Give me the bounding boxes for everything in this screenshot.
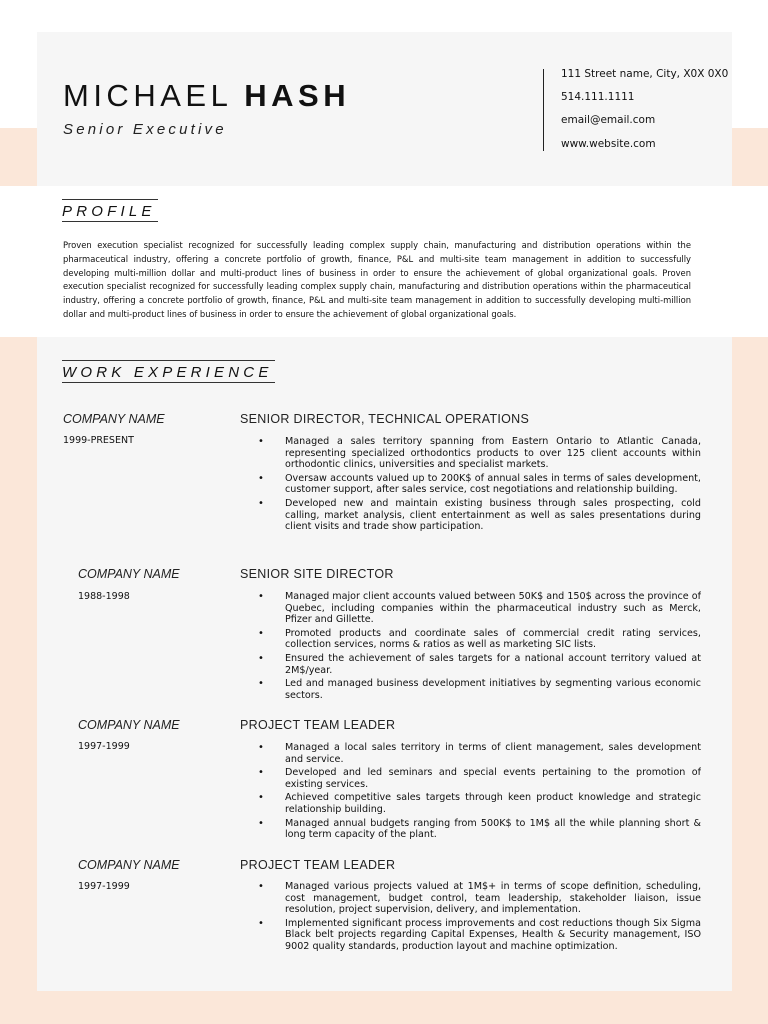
first-name: MICHAEL: [63, 78, 232, 113]
contact-address: 111 Street name, City, X0X 0X0: [561, 68, 729, 80]
job-title: Senior Executive: [63, 121, 227, 138]
job-1-bullets: [254, 436, 701, 542]
work-experience-heading: WORK EXPERIENCE: [62, 360, 275, 383]
job-3-company: COMPANY NAME: [78, 718, 180, 732]
job-4-bullets: [254, 881, 701, 961]
job-3-bullet: • Achieved competitive sales targets through keen product knowledge and strategic relationship building.: [254, 792, 701, 815]
contact-website[interactable]: www.website.com: [561, 138, 656, 150]
job-3-role: PROJECT TEAM LEADER: [240, 718, 396, 732]
job-4-bullet: • Implemented significant process improvements and cost reductions though Six Sigma Black belt projects regarding Capital Expenses, Health & Security management, ISO 9002 quality standards, production layout and machine optimization.: [254, 918, 701, 953]
job-2-bullet: • Promoted products and coordinate sales of commercial credit rating services, collection services, norms & ratios as well as marketing SIC lists.: [254, 628, 701, 651]
profile-heading: PROFILE: [62, 199, 158, 222]
job-1-company: COMPANY NAME: [63, 412, 165, 426]
job-4-role: PROJECT TEAM LEADER: [240, 858, 396, 872]
job-3-bullets: [254, 742, 701, 844]
job-2-bullet: • Managed major client accounts valued between 50K$ and 150$ across the province of Quebec, including companies within the pharmaceutical industry such as Merck, Pfizer and Gillette.: [254, 591, 701, 626]
job-1-bullet: • Developed new and maintain existing business through sales prospecting, cold calling, market analysis, client entertainment as well as sales presentations during client visits and trade show participation.: [254, 498, 701, 533]
job-2-company: COMPANY NAME: [78, 567, 180, 581]
job-3-bullet: • Managed a local sales territory in terms of client management, sales development and service.: [254, 742, 701, 765]
contact-phone: 514.111.1111: [561, 91, 635, 103]
job-4-company: COMPANY NAME: [78, 858, 180, 872]
job-4-years: 1997-1999: [78, 881, 130, 892]
job-2-role: SENIOR SITE DIRECTOR: [240, 567, 394, 581]
job-4-bullet: • Managed various projects valued at 1M$+ in terms of scope definition, scheduling, cost management, budget control, team leadership, stakeholder liaison, issue resolution, project supervision, delivery, and implementation.: [254, 881, 701, 916]
contact-divider: [543, 69, 544, 151]
profile-text: Proven execution specialist recognized for successfully leading complex supply chain, manufacturing and distribution operations within the pharmaceutical industry, offering a concrete portfolio of growth, finance, P&L and multi-site team management in addition to successfully developing multi-million dollar and multi-product lines of business in order to ensure the achievement of global organizational goals. Proven execution specialist recognized for successfully leading complex supply chain, manufacturing and distribution operations within the pharmaceutical industry, offering a concrete portfolio of growth, finance, P&L and multi-site team management in addition to successfully developing multi-million dollar and multi-product lines of business in order to ensure the achievement of global organizational goals.: [63, 240, 691, 319]
contact-email[interactable]: email@email.com: [561, 114, 656, 126]
job-2-years: 1988-1998: [78, 591, 130, 602]
job-1-role: SENIOR DIRECTOR, TECHNICAL OPERATIONS: [240, 412, 530, 426]
job-1-years: 1999-PRESENT: [63, 435, 134, 446]
last-name: HASH: [244, 78, 351, 113]
candidate-name: [63, 78, 350, 114]
job-3-bullet: • Managed annual budgets ranging from 500K$ to 1M$ all the while planning short & long term capacity of the plant.: [254, 818, 701, 841]
job-3-years: 1997-1999: [78, 741, 130, 752]
job-2-bullets: [254, 591, 701, 706]
job-3-bullet: • Developed and led seminars and special events pertaining to the promotion of existing services.: [254, 767, 701, 790]
job-2-bullet: • Ensured the achievement of sales targets for a national account territory valued at 2M$/year.: [254, 653, 701, 676]
job-1-bullet: • Managed a sales territory spanning from Eastern Ontario to Atlantic Canada, representing specialized orthodontics products to over 125 client accounts within orthodontic clinics, universities and specialist markets.: [254, 436, 701, 471]
job-1-bullet: • Oversaw accounts valued up to 200K$ of annual sales in terms of sales development, customer support, after sales service, cost negotiations and relationship building.: [254, 473, 701, 496]
job-2-bullet: • Led and managed business development initiatives by segmenting various economic sectors.: [254, 678, 701, 701]
